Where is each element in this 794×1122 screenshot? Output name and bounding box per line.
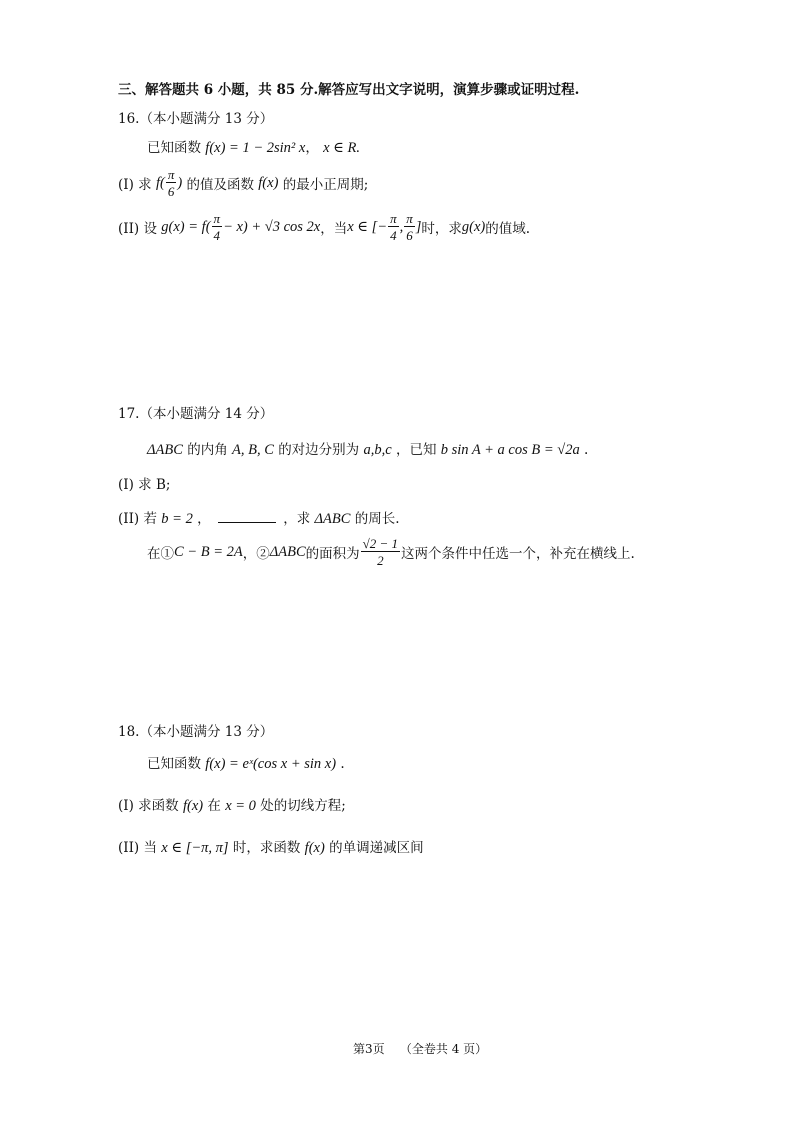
q17-conditions xyxy=(147,537,635,567)
q17-part2-label: (II) 若 xyxy=(118,511,157,527)
q18-part2 xyxy=(118,836,424,857)
q18-part2-x: x ∈ [−π, π] xyxy=(161,840,229,856)
q17-title: 17.（本小题满分 14 分） xyxy=(118,406,274,422)
q17-answer-blank xyxy=(218,510,276,523)
q17-cond2-text: 的面积为 xyxy=(305,546,360,562)
q18-stem xyxy=(147,752,345,773)
q17-part2-comma: ， xyxy=(197,511,211,527)
q18-part2-text: 时，求函数 xyxy=(232,840,301,856)
q17-cond2-num: √2 − 1 xyxy=(362,536,399,551)
q16-stem-func: f(x) = 1 − 2sin² x xyxy=(205,140,306,156)
q16-part1-func2: f(x) xyxy=(258,174,279,191)
q18-part2-tail: 的单调递减区间 xyxy=(329,840,424,856)
q17-cond2-fraction xyxy=(361,537,400,567)
q16-part2-frac1 xyxy=(212,212,223,242)
q17-stem-text2: 的对边分别为 xyxy=(278,442,360,458)
q16-part1-tail: 的最小正周期; xyxy=(282,177,369,193)
q18-title: 18.（本小题满分 13 分） xyxy=(118,724,274,740)
q16-part1-close: ) xyxy=(177,174,183,191)
q16-part2-den1: 4 xyxy=(213,228,221,243)
q16-part2-when: ，当 xyxy=(320,221,348,237)
q16-part2-num3: π xyxy=(406,211,413,226)
q16-part1-label: (I) 求 xyxy=(118,177,152,193)
q16-stem-prefix: 已知函数 xyxy=(147,140,201,156)
q17-cond-sep: ，② xyxy=(242,546,270,562)
q16-part1-den: 6 xyxy=(167,184,175,199)
q17-cond2-den: 2 xyxy=(377,553,384,568)
q17-cond2-tri: ΔABC xyxy=(269,543,306,560)
q16-part2-g: g(x) = f( xyxy=(161,218,211,235)
q16-part1-num: π xyxy=(167,167,175,182)
q18-stem-prefix: 已知函数 xyxy=(147,756,201,772)
q16-part2-label: (II) 设 xyxy=(118,221,157,237)
q17-stem-eq: b sin A + a cos B = √2a xyxy=(440,442,580,458)
q17-stem-sides: a,b,c xyxy=(363,442,392,458)
q17-stem-tri: ΔABC xyxy=(147,442,183,458)
section-header: 三、解答题共 6 小题，共 85 分.解答应写出文字说明，演算步骤或证明过程. xyxy=(118,82,580,98)
q18-part2-func: f(x) xyxy=(304,840,325,856)
q16-part2-den3: 6 xyxy=(406,228,413,243)
q16-part2-frac3 xyxy=(404,212,415,242)
q17-part2 xyxy=(118,507,400,528)
q17-cond-tail: 这两个条件中任选一个，补充在横线上. xyxy=(401,546,635,562)
q17-cond-prefix: 在① xyxy=(147,546,174,562)
q16-part2-num1: π xyxy=(213,211,221,226)
q16-part1-text: 的值及函数 xyxy=(186,177,254,193)
q16-part2-bracket: ] xyxy=(415,218,422,235)
q17-stem-dot: . xyxy=(584,442,589,458)
q16-stem-domain: x ∈ R. xyxy=(323,140,361,156)
q16-stem: 已知函数 f(x) = 1 − 2sin² x， x ∈ R. xyxy=(147,140,361,156)
q16-part1-fraction xyxy=(166,168,177,198)
q16-part2-num2: π xyxy=(390,211,397,226)
q16-part2-den2: 4 xyxy=(390,228,397,243)
page-number: 第3页 xyxy=(353,1042,385,1056)
page-footer xyxy=(353,1040,487,1057)
q16-part2-g-tail: − x) + √3 cos 2x xyxy=(223,218,321,235)
q17-part1: (I) 求 B; xyxy=(118,477,171,493)
q17-stem-text3: ，已知 xyxy=(395,442,437,458)
q17-stem xyxy=(147,438,588,459)
q16-part1-func: f( xyxy=(155,174,165,191)
q16-part2-tail: 时，求 xyxy=(421,221,462,237)
q16-title: 16.（本小题满分 13 分） xyxy=(118,111,274,127)
page-total: （全卷共 4 页） xyxy=(399,1042,488,1056)
q16-part2 xyxy=(118,212,530,242)
q18-part2-label: (II) 当 xyxy=(118,840,157,856)
q16-part2-g2: g(x) xyxy=(461,218,486,235)
q16-part2-comma: , xyxy=(399,218,404,235)
q17-part2-tri: ΔABC xyxy=(314,511,351,527)
q18-stem-func: f(x) = eˣ(cos x + sin x) xyxy=(205,756,337,772)
q17-stem-text1: 的内角 xyxy=(187,442,228,458)
q17-cond1: C − B = 2A xyxy=(174,543,243,560)
q16-part2-x: x ∈ [− xyxy=(347,218,388,235)
q16-part2-frac2 xyxy=(388,212,399,242)
q18-part1-text: 在 xyxy=(207,798,221,814)
q17-part2-text: ，求 xyxy=(283,511,311,527)
q17-stem-angles: A, B, C xyxy=(232,442,274,458)
q17-part2-b: b = 2 xyxy=(161,511,193,527)
q18-part1-tail: 处的切线方程; xyxy=(260,798,346,814)
q18-stem-dot: . xyxy=(340,756,345,772)
q18-part1-x: x = 0 xyxy=(225,798,256,814)
q16-part2-end: 的值域. xyxy=(485,221,531,237)
q18-part1 xyxy=(118,794,346,815)
q16-part1 xyxy=(118,168,368,198)
q17-part2-end: 的周长. xyxy=(354,511,400,527)
q18-part1-func: f(x) xyxy=(182,798,204,814)
q18-part1-label: (I) 求函数 xyxy=(118,798,179,814)
